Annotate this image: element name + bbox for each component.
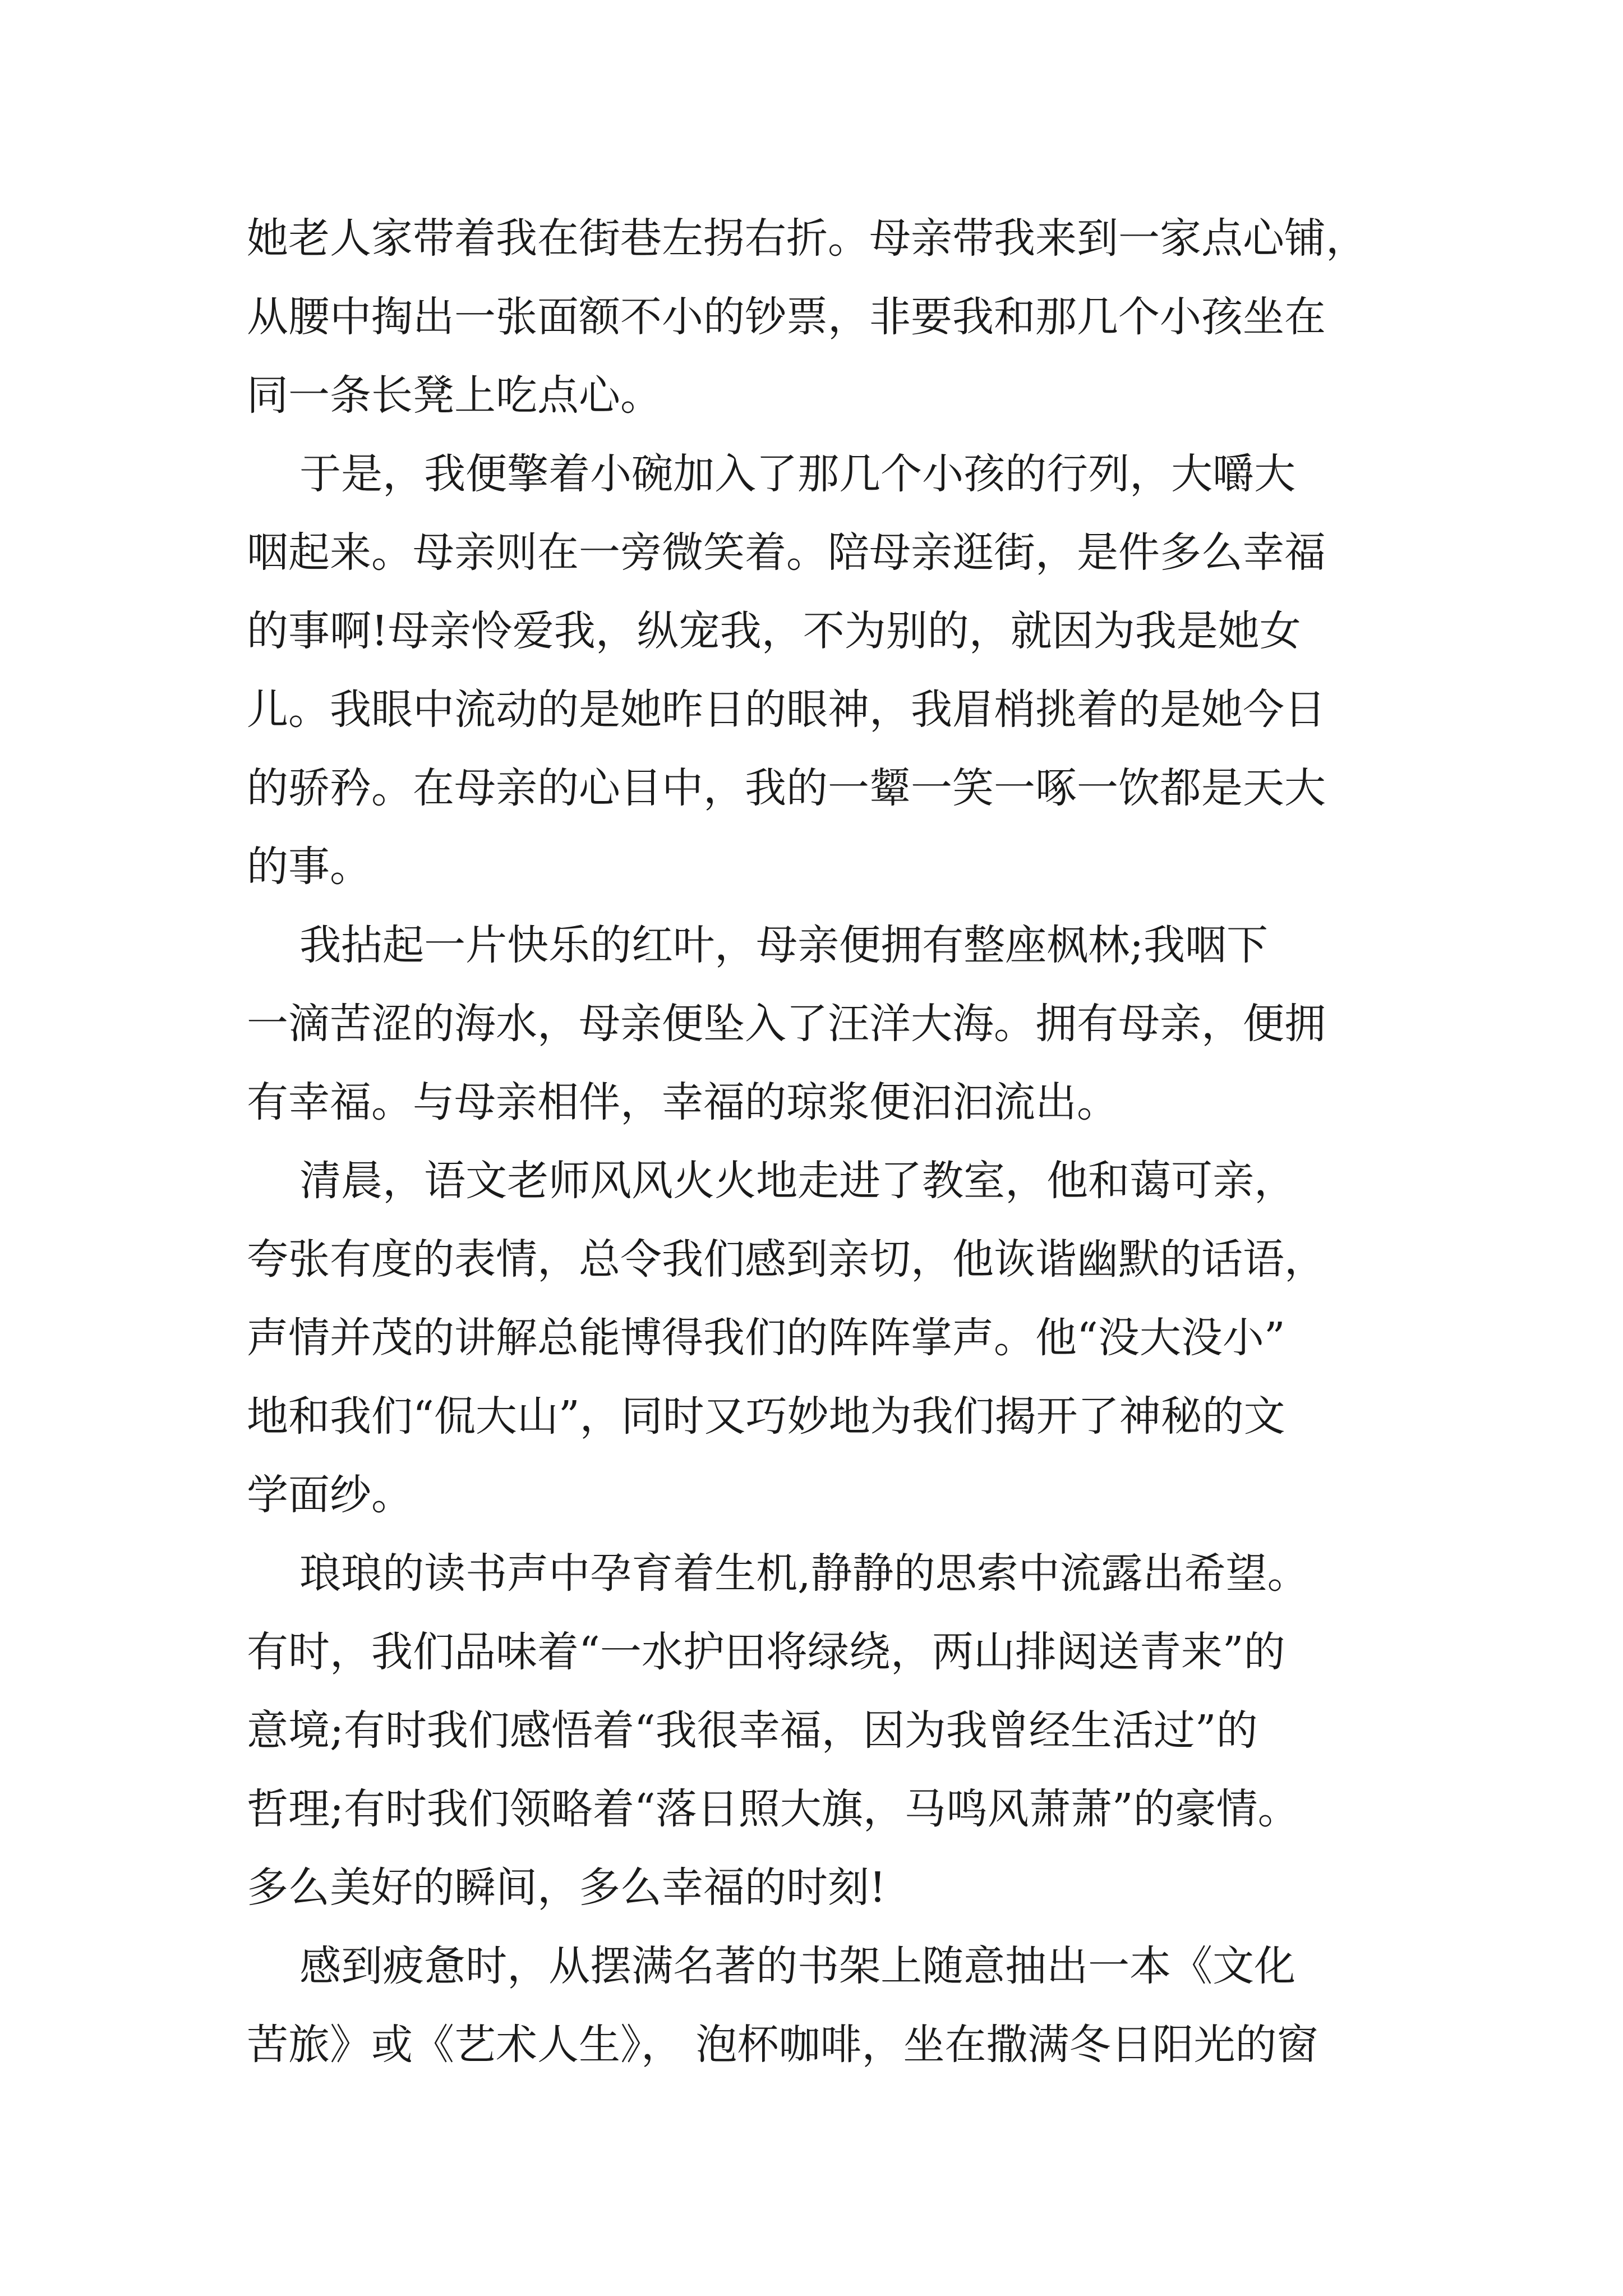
text-line: 于是，我便擎着小碗加入了那几个小孩的行列，大嚼大 — [247, 450, 1296, 498]
text-line: 她老人家带着我在街巷左拐右折。母亲带我来到一家点心铺， — [247, 214, 1367, 263]
text-line: 地和我们“侃大山”，同时又巧妙地为我们揭开了神秘的文 — [247, 1392, 1285, 1441]
text-line: 琅琅的读书声中孕育着生机,静静的思索中流露出希望。 — [247, 1549, 1309, 1598]
text-line: 夸张有度的表情，总令我们感到亲切，他诙谐幽默的话语， — [247, 1235, 1326, 1283]
text-line: 多么美好的瞬间，多么幸福的时刻! — [247, 1864, 886, 1912]
text-line: 的事。 — [247, 843, 371, 891]
text-line: 意境;有时我们感悟着“我很幸福，因为我曾经生活过”的 — [247, 1706, 1258, 1755]
essay-text — [247, 199, 1424, 2084]
text-line: 一滴苦涩的海水，母亲便坠入了汪洋大海。拥有母亲，便拥 — [247, 1000, 1326, 1048]
text-line: 的事啊!母亲怜爱我，纵宠我，不为别的，就因为我是她女 — [247, 607, 1301, 655]
text-line: 的骄矜。在母亲的心目中，我的一颦一笑一啄一饮都是天大 — [247, 764, 1326, 812]
text-line: 有幸福。与母亲相伴，幸福的琼浆便汩汩流出。 — [247, 1078, 1118, 1126]
text-line: 清晨，语文老师风风火火地走进了教室，他和蔼可亲， — [247, 1157, 1296, 1205]
text-line: 咽起来。母亲则在一旁微笑着。陪母亲逛街，是件多么幸福 — [247, 528, 1326, 577]
text-line: 苦旅》或《艺术人生》， 泡杯咖啡，坐在撒满冬日阳光的窗 — [247, 2021, 1318, 2069]
text-line: 哲理;有时我们领略着“落日照大旗，马鸣风萧萧”的豪情。 — [247, 1785, 1299, 1833]
text-line: 声情并茂的讲解总能博得我们的阵阵掌声。他“没大没小” — [247, 1314, 1285, 1362]
text-line: 从腰中掏出一张面额不小的钞票，非要我和那几个小孩坐在 — [247, 293, 1326, 341]
text-line: 我拈起一片快乐的红叶，母亲便拥有整座枫林;我咽下 — [247, 921, 1269, 969]
text-line: 学面纱。 — [247, 1471, 413, 1519]
text-line: 同一条长凳上吃点心。 — [247, 371, 662, 420]
text-line: 有时，我们品味着“一水护田将绿绕，两山排闼送青来”的 — [247, 1628, 1285, 1676]
text-line: 感到疲惫时，从摆满名著的书架上随意抽出一本《文化 — [247, 1942, 1296, 1990]
text-line: 儿。我眼中流动的是她昨日的眼神，我眉梢挑着的是她今日 — [247, 685, 1326, 734]
